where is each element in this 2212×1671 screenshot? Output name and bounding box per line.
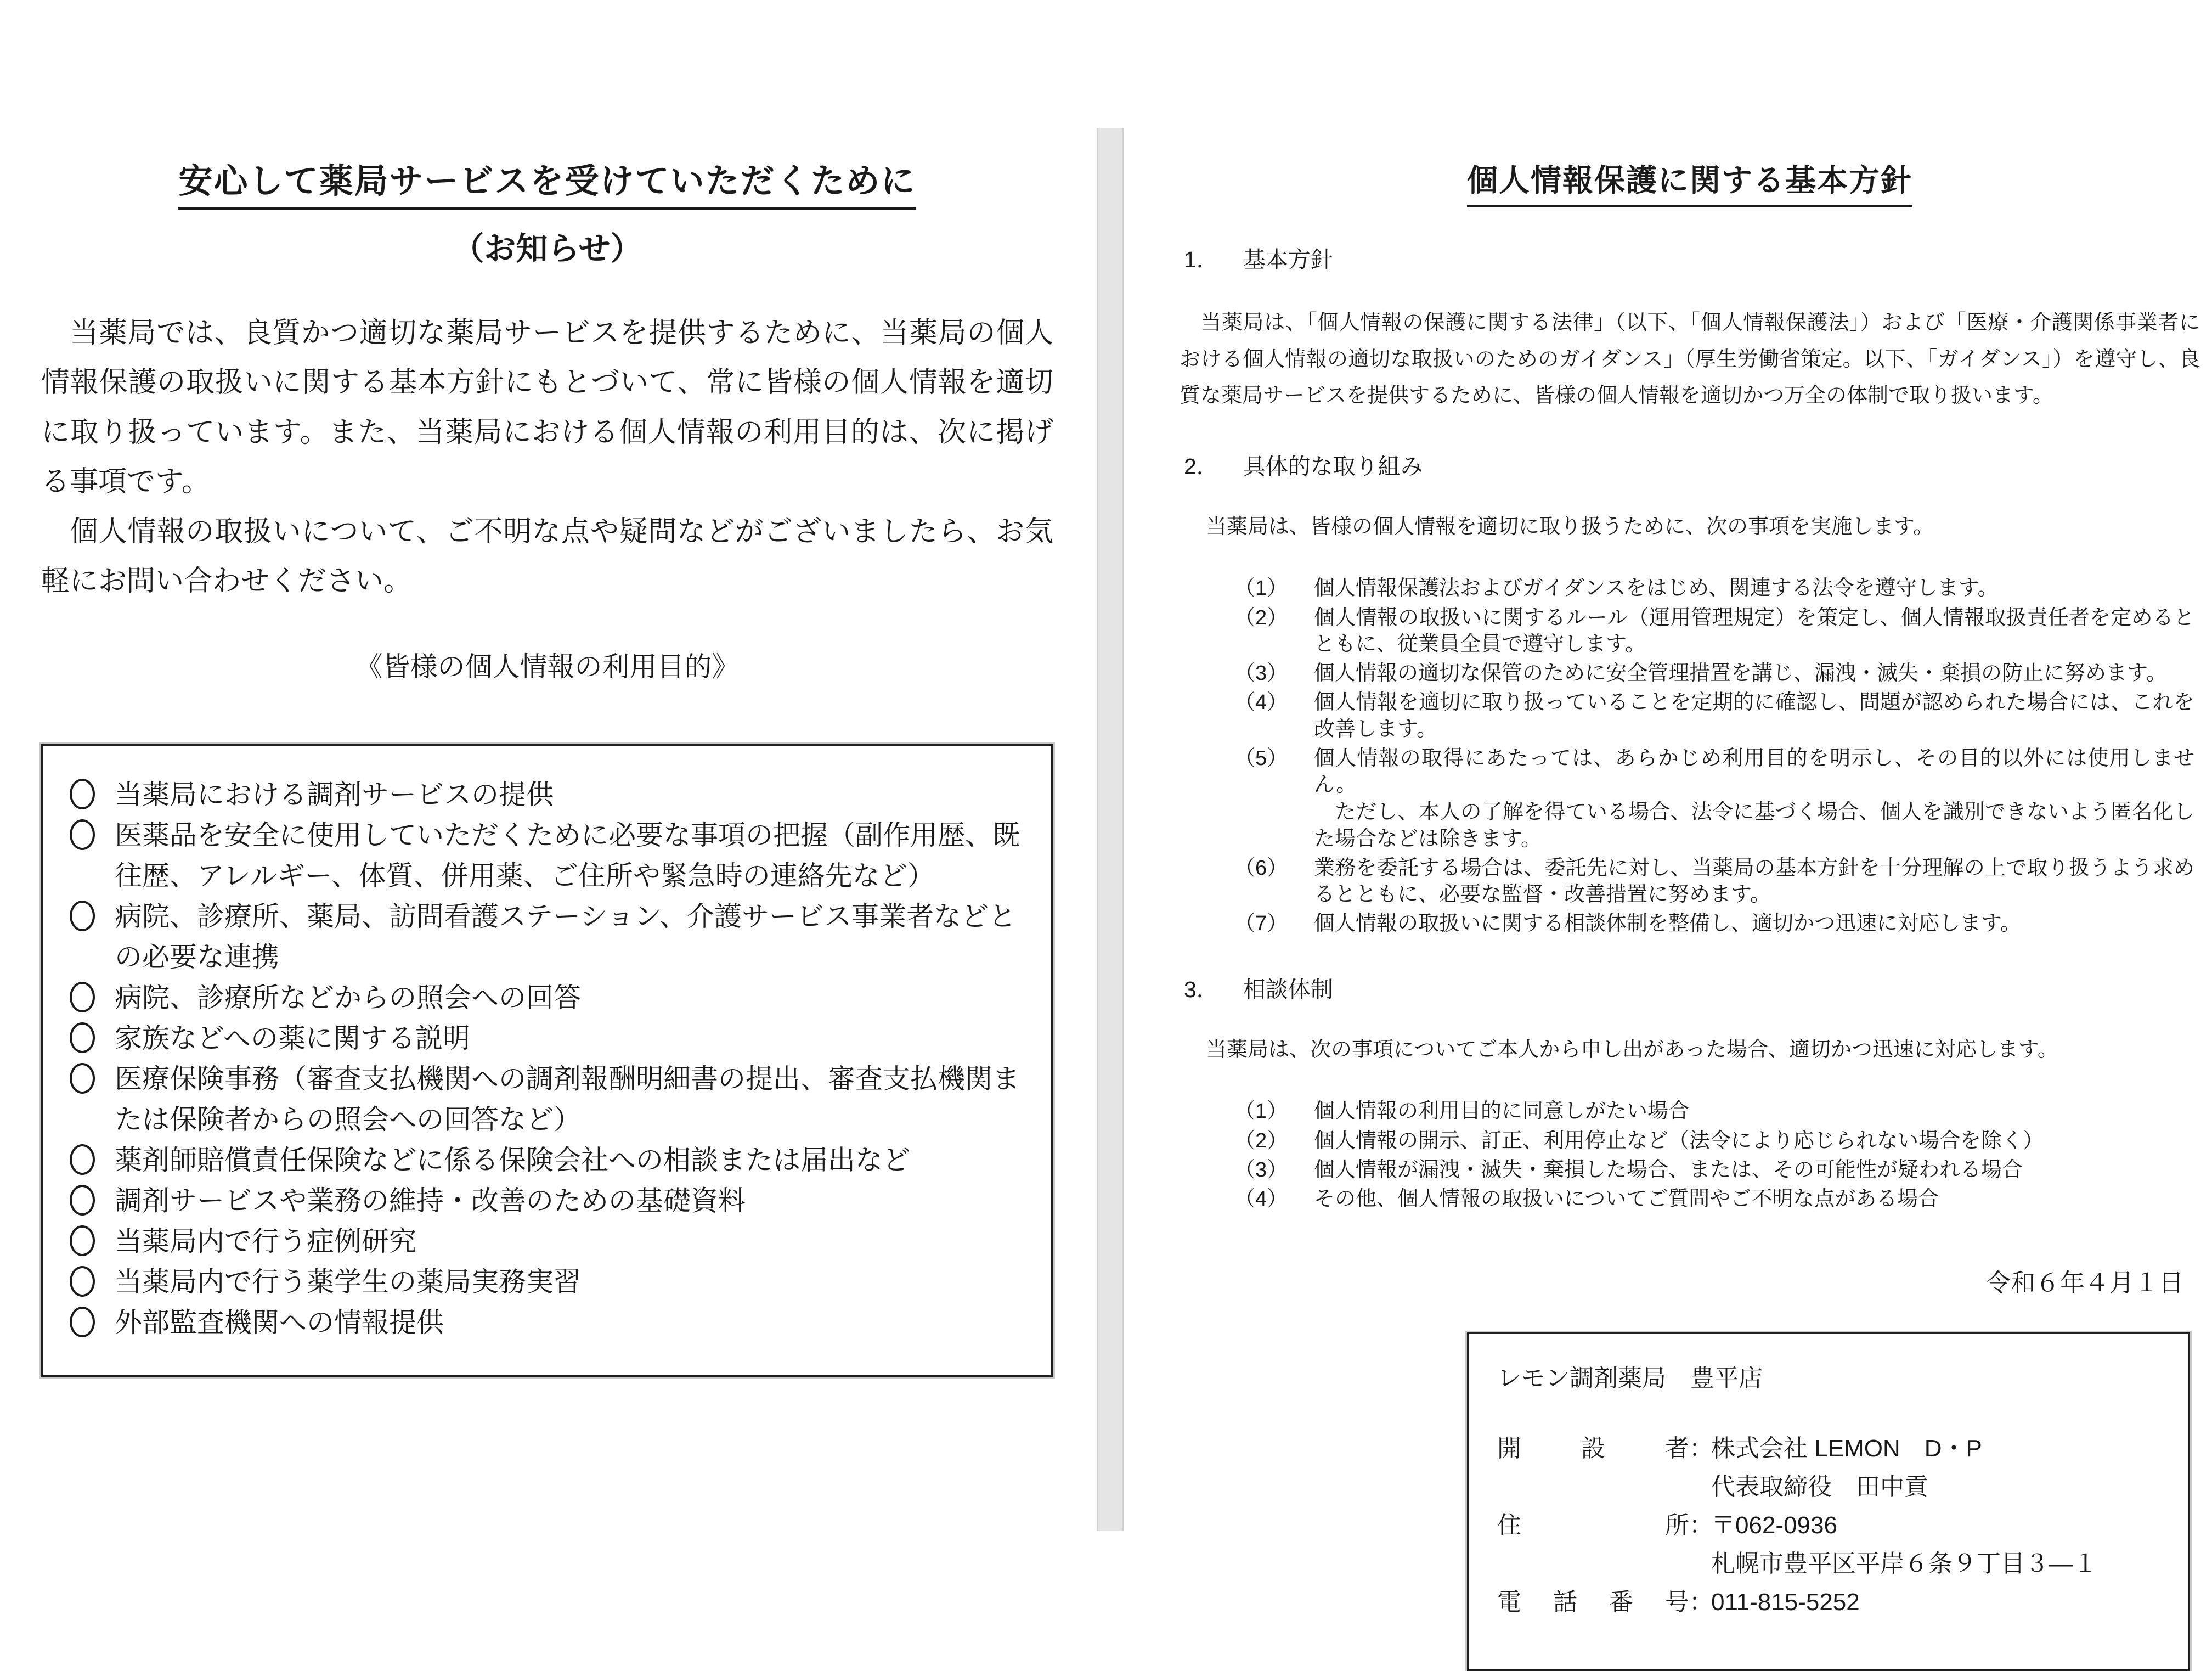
maru-bullet-icon	[70, 779, 95, 809]
item-number: （2）	[1234, 606, 1288, 629]
maru-bullet-icon	[70, 1307, 95, 1337]
purpose-item	[65, 1018, 1021, 1059]
purpose-item-text: 当薬局内で行う症例研究	[115, 1225, 416, 1257]
purpose-item-text: 医療保険事務（審査支払機関への調剤報酬明細書の提出、審査支払機関または保険者からの照会への回答など）	[115, 1063, 1020, 1135]
numbered-item	[1234, 605, 2200, 658]
left-page	[41, 0, 1053, 1377]
maru-bullet-icon	[70, 1022, 95, 1053]
purpose-item-text: 病院、診療所などからの照会への回答	[115, 982, 581, 1013]
section-2-intro: 当薬局は、皆様の個人情報を適切に取り扱うために、次の事項を実施します。	[1206, 515, 1934, 538]
info-colon: ：	[1689, 1435, 1713, 1462]
item-text	[1314, 745, 2200, 852]
pharmacy-info-box	[1467, 1332, 2190, 1671]
maru-bullet-icon	[70, 819, 95, 850]
info-row	[1497, 1507, 2164, 1544]
page-divider-bar	[1097, 128, 1124, 1531]
info-row	[1497, 1584, 2164, 1621]
section-number: 1．	[1184, 247, 1219, 272]
info-value: 011-815-5252	[1711, 1589, 1860, 1616]
item-number: （1）	[1234, 1100, 1288, 1123]
info-colon	[1689, 1546, 1711, 1582]
info-label: 住 所	[1497, 1512, 1689, 1539]
item-text: 個人情報保護法およびガイダンスをはじめ、関連する法令を遵守します。	[1314, 577, 1999, 600]
section-1-heading	[1180, 241, 2200, 274]
item-text: 個人情報の取扱いに関する相談体制を整備し、適切かつ迅速に対応します。	[1314, 912, 2021, 936]
item-number: （4）	[1234, 691, 1288, 714]
left-page-subtitle: （お知らせ）	[452, 231, 642, 267]
left-paragraph: 当薬局では、良質かつ適切な薬局サービスを提供するために、当薬局の個人情報保護の取扱いに関する基本方針にもとづいて、常に皆様の個人情報を適切に取り扱っています。また、当薬局における個人情報の利用目的は、次に掲げる事項です。	[41, 317, 1053, 498]
numbered-item	[1234, 1098, 2200, 1124]
maru-bullet-icon	[70, 1225, 95, 1256]
section-number: 2．	[1184, 453, 1219, 479]
item-text: その他、個人情報の取扱いについてご質問やご不明な点がある場合	[1314, 1188, 1939, 1211]
info-label	[1497, 1469, 1689, 1505]
purpose-heading: 《皆様の個人情報の利用目的》	[355, 651, 740, 682]
info-colon	[1689, 1469, 1711, 1505]
item-text: 個人情報が漏洩・滅失・棄損した場合、または、その可能性が疑われる場合	[1314, 1158, 2023, 1181]
item-text: 個人情報の適切な保管のために安全管理措置を講じ、漏洩・滅失・棄損の防止に努めます。	[1314, 662, 2167, 685]
left-page-title	[41, 154, 1053, 210]
info-label	[1497, 1546, 1689, 1582]
info-value: 代表取締役 田中貢	[1711, 1473, 1928, 1501]
left-paragraph: 個人情報の取扱いについて、ご不明な点や疑問などがございましたら、お気軽にお問い合わせください。	[41, 515, 1053, 598]
purpose-item	[65, 977, 1021, 1018]
purpose-item	[65, 1221, 1021, 1262]
info-value: 〒062-0936	[1711, 1512, 1837, 1539]
item-text: 個人情報の開示、訂正、利用停止など（法令により応じられない場合を除く）	[1314, 1129, 2044, 1152]
section-3-list	[1180, 1098, 2200, 1212]
info-colon: ：	[1689, 1589, 1713, 1616]
item-number: （5）	[1234, 746, 1288, 770]
pharmacy-name: レモン調剤薬局 豊平店	[1497, 1365, 1763, 1392]
right-page	[1180, 0, 2200, 1671]
purpose-item	[65, 1262, 1021, 1302]
purpose-item	[65, 1302, 1021, 1343]
section-3-heading	[1180, 971, 2200, 1004]
item-note-text: ただし、本人の了解を得ている場合、法令に基づく場合、個人を識別できないよう匿名化した場合などは除きます。	[1314, 801, 2194, 851]
numbered-item	[1234, 660, 2200, 687]
info-row	[1497, 1469, 2164, 1505]
section-heading-text: 基本方針	[1243, 247, 1333, 272]
section-3-intro: 当薬局は、次の事項についてご本人から申し出があった場合、適切かつ迅速に対応します。	[1206, 1038, 2058, 1061]
left-body	[41, 308, 1053, 606]
purpose-item-text: 薬剤師賠償責任保険などに係る保険会社への相談または届出など	[115, 1144, 910, 1175]
maru-bullet-icon	[70, 1266, 95, 1297]
maru-bullet-icon	[70, 1063, 95, 1094]
item-number: （3）	[1234, 1158, 1288, 1181]
effective-date: 令和６年４月１日	[1985, 1269, 2183, 1297]
purpose-item-text: 病院、診療所、薬局、訪問看護ステーション、介護サービス事業者などとの必要な連携	[115, 901, 1016, 972]
info-row	[1497, 1431, 2164, 1467]
purpose-item	[65, 774, 1021, 815]
info-value: 株式会社 LEMON D・P	[1711, 1435, 1982, 1462]
maru-bullet-icon	[70, 982, 95, 1012]
item-text: 個人情報の利用目的に同意しがたい場合	[1314, 1100, 1690, 1123]
item-number: （6）	[1234, 856, 1288, 880]
numbered-item	[1234, 855, 2200, 908]
item-number: （7）	[1234, 912, 1288, 936]
maru-bullet-icon	[70, 1185, 95, 1216]
item-text: 個人情報を適切に取り扱っていることを定期的に確認し、問題が認められた場合には、これを改善します。	[1314, 691, 2194, 741]
info-row	[1497, 1546, 2164, 1582]
numbered-item	[1234, 745, 2200, 852]
purpose-item-text: 当薬局における調剤サービスの提供	[115, 779, 554, 810]
numbered-item	[1234, 575, 2200, 601]
item-number: （2）	[1234, 1129, 1288, 1152]
info-colon: ：	[1689, 1512, 1713, 1539]
purpose-item-text: 医薬品を安全に使用していただくために必要な事項の把握（副作用歴、既往歴、アレルギー、体質、併用薬、ご住所や緊急時の連絡先など）	[115, 819, 1020, 891]
numbered-item	[1234, 1186, 2200, 1212]
item-number: （4）	[1234, 1188, 1288, 1211]
maru-bullet-icon	[70, 901, 95, 931]
section-2-list	[1180, 575, 2200, 937]
numbered-item	[1234, 1157, 2200, 1183]
right-page-title	[1180, 156, 2200, 207]
purpose-box	[41, 744, 1053, 1377]
section-number: 3．	[1184, 976, 1219, 1002]
item-number: （3）	[1234, 662, 1288, 685]
numbered-item	[1234, 689, 2200, 742]
purpose-item	[65, 1059, 1021, 1140]
purpose-item	[65, 1180, 1021, 1221]
item-number: （1）	[1234, 577, 1288, 600]
info-value: 札幌市豊平区平岸６条９丁目３―１	[1711, 1550, 2097, 1578]
section-1-paragraph-text: 当薬局は、「個人情報の保護に関する法律」（以下、「個人情報保護法」）および「医療・介護関係事業者における個人情報の適切な取扱いのためのガイダンス」（厚生労働省策定。以下、「ガイダンス」）を遵守し、良質な薬局サービスを提供するために、皆様の個人情報を適切かつ万全の体制で取り扱います。	[1180, 311, 2200, 407]
numbered-item	[1234, 1128, 2200, 1154]
item-text: 個人情報の取扱いに関するルール（運用管理規定）を策定し、個人情報取扱責任者を定めるとともに、従業員全員で遵守します。	[1314, 606, 2194, 656]
item-text: 業務を委託する場合は、委託先に対し、当薬局の基本方針を十分理解の上で取り扱うよう求めるとともに、必要な監督・改善措置に努めます。	[1314, 856, 2194, 907]
purpose-item-text: 調剤サービスや業務の維持・改善のための基礎資料	[115, 1185, 746, 1216]
section-heading-text: 具体的な取り組み	[1243, 453, 1423, 479]
right-page-title-text: 個人情報保護に関する基本方針	[1467, 156, 1912, 207]
section-2-heading	[1180, 448, 2200, 481]
section-heading-text: 相談体制	[1243, 976, 1333, 1002]
left-page-title-text: 安心して薬局サービスを受けていただくために	[178, 154, 916, 210]
item-main-text: 個人情報の取得にあたっては、あらかじめ利用目的を明示し、その目的以外には使用しません。	[1314, 746, 2194, 797]
purpose-item	[65, 896, 1021, 977]
info-label: 開 設 者	[1497, 1435, 1689, 1462]
purpose-item	[65, 815, 1021, 896]
numbered-item	[1234, 910, 2200, 937]
purpose-item	[65, 1140, 1021, 1180]
section-1-paragraph	[1180, 305, 2200, 414]
purpose-item-text: 外部監査機関への情報提供	[115, 1307, 444, 1338]
purpose-item-text: 家族などへの薬に関する説明	[115, 1022, 470, 1054]
purpose-item-text: 当薬局内で行う薬学生の薬局実務実習	[115, 1266, 581, 1297]
maru-bullet-icon	[70, 1144, 95, 1175]
info-label: 電 話 番 号	[1497, 1589, 1689, 1616]
